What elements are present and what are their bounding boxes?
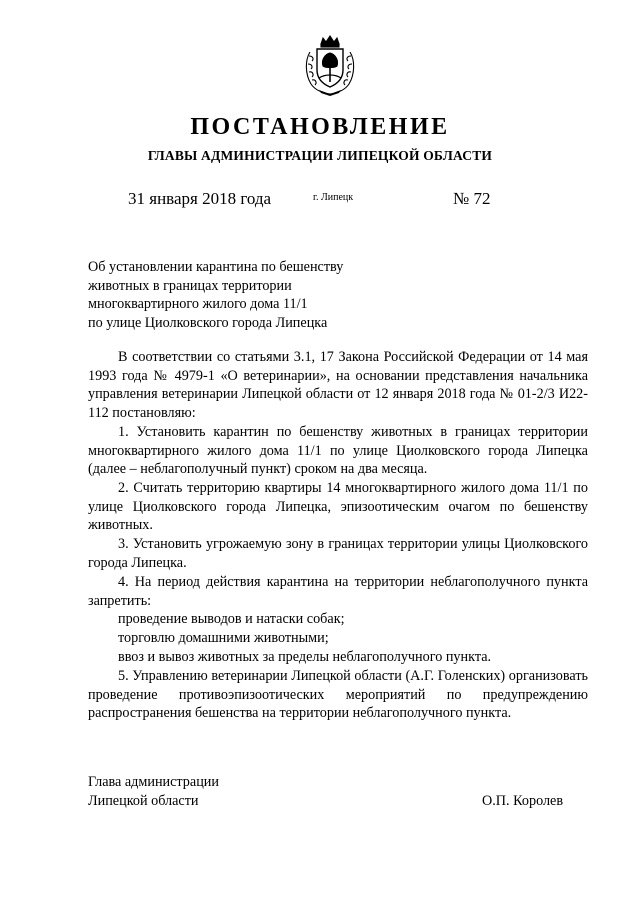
intro-paragraph: В соответствии со статьями 3.1, 17 Закона Российской Федерации от 14 мая 1993 года № 4979-1 «О ветеринарии», на основании представления начальника управления ветеринарии Липецкой области от 12 января 2018 года № 01-2/3 И22-112 постановляю: [88,349,588,422]
decree-item-3: 3. Установить угрожаемую зону в границах территории улицы Циолковского города Липецка. [88,536,588,571]
ban-item: торговлю домашними животными; [118,630,329,646]
document-city: г. Липецк [313,192,354,203]
ban-item: проведение выводов и натаски собак; [118,611,345,627]
decree-item-2: 2. Считать территорию квартиры 14 многоквартирного жилого дома 11/1 по улице Циолковского города Липецка, эпизоотическим очагом по бешенству животных. [88,480,588,534]
signer-name: О.П. Королев [482,793,564,809]
decree-item-4: 4. На период действия карантина на территории неблагополучного пункта запретить: [88,574,588,609]
heading-line: Об установлении карантина по бешенству [88,259,344,275]
heading-line: по улице Циолковского города Липецка [88,315,328,332]
document-title: ПОСТАНОВЛЕНИЕ [190,114,450,140]
document-subtitle: ГЛАВЫ АДМИНИСТРАЦИИ ЛИПЕЦКОЙ ОБЛАСТИ [147,148,493,163]
signer-position [88,773,219,810]
document-heading [88,258,408,333]
decree-item-5: 5. Управлению ветеринарии Липецкой области (А.Г. Голенских) организовать проведение противоэпизоотических мероприятий по предупреждению распространения бешенства на территории неблагополучного пункта. [88,668,588,722]
signer-position-line: Глава администрации [88,774,219,790]
heading-line: многоквартирного жилого дома 11/1 [88,296,308,313]
signer-position-line: Липецкой области [88,792,199,809]
decree-item-1: 1. Установить карантин по бешенству животных в границах территории многоквартирного жилого дома 11/1 по улице Циолковского города Липецка (далее – неблагополучный пункт) сроком на два месяца. [88,424,588,478]
heading-line: животных в границах территории [88,277,292,294]
ban-item: ввоз и вывоз животных за пределы неблагополучного пункта. [118,649,492,665]
document-date: 31 января 2018 года [128,189,272,208]
document-number: № 72 [453,189,491,208]
lipetsk-coat-of-arms-icon [301,34,359,96]
